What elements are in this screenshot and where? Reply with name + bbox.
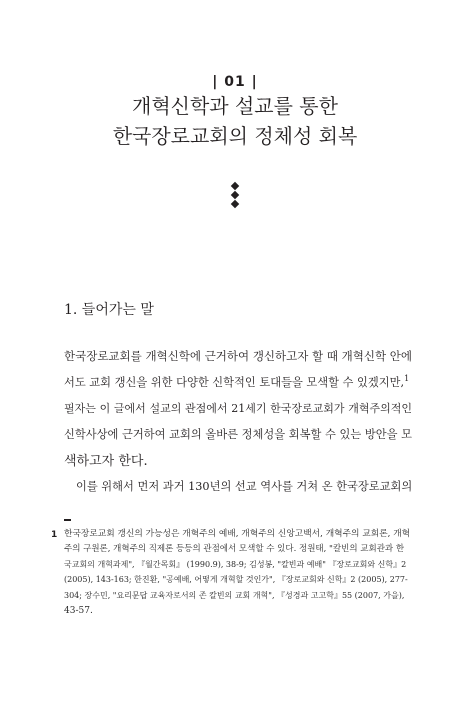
chapter-number: | 01 | [212,74,258,90]
body-text: 서도 교회 갱신을 위한 다양한 신학적인 토대들을 모색할 수 있겠지만, [64,376,405,389]
diamond-ornament [228,180,242,210]
footnote-line: 주의 구원론, 개혁주의 직제론 등등의 관점에서 모색할 수 있다. 정원태, "칼빈의 교회관과 한 [64,544,405,554]
chapter-title-line-1: 개혁신학과 설교를 통한 [132,94,338,118]
footnote-line: 304; 장수민, "요리문답 교육자로서의 존 칼빈의 교회 개혁", 『성경과 고고학』55 (2007, 가을), [64,591,405,600]
diamond-icon [231,200,239,208]
body-line: 한국장로교회를 개혁신학에 근거하여 갱신하고자 할 때 개혁신학 안에 [64,349,412,363]
footnote-number: 1 [51,530,58,540]
body-line: 색하고자 한다. [64,454,148,469]
section-heading: 1. 들어가는 말 [64,302,154,318]
chapter-title-line-2: 한국장로교회의 정체성 회복 [112,124,358,148]
footnote-rule [64,519,71,521]
body-line: 필자는 이 글에서 설교의 관점에서 21세기 한국장로교회가 개혁주의적인 [64,402,412,415]
footnote-line: 한국장로교회 갱신의 가능성은 개혁주의 예배, 개혁주의 신앙고백서, 개혁주의 교회론, 개혁 [64,529,411,539]
body-line [64,374,412,389]
footnote-line: 국교회의 개혁과제", 『월간목회』 (1990.9), 38-9; 김성봉, "칼빈과 예배" 『장로교회와 신학』2 [64,560,407,569]
footnote-marker: 1 [404,374,410,383]
diamond-icon [231,182,239,190]
diamond-icon [231,191,239,199]
body-line: 이를 위해서 먼저 과거 130년의 선교 역사를 거쳐 온 한국장로교회의 [76,480,413,493]
footnote-line: 43-57. [64,606,93,616]
footnote-line: (2005), 143-163; 한진환, "공예배, 어떻게 개혁할 것인가", 『장로교회와 신학』2 (2005), 277- [64,575,408,584]
body-line: 신학사상에 근거하여 교회의 올바른 정체성을 회복할 수 있는 방안을 모 [64,428,412,441]
